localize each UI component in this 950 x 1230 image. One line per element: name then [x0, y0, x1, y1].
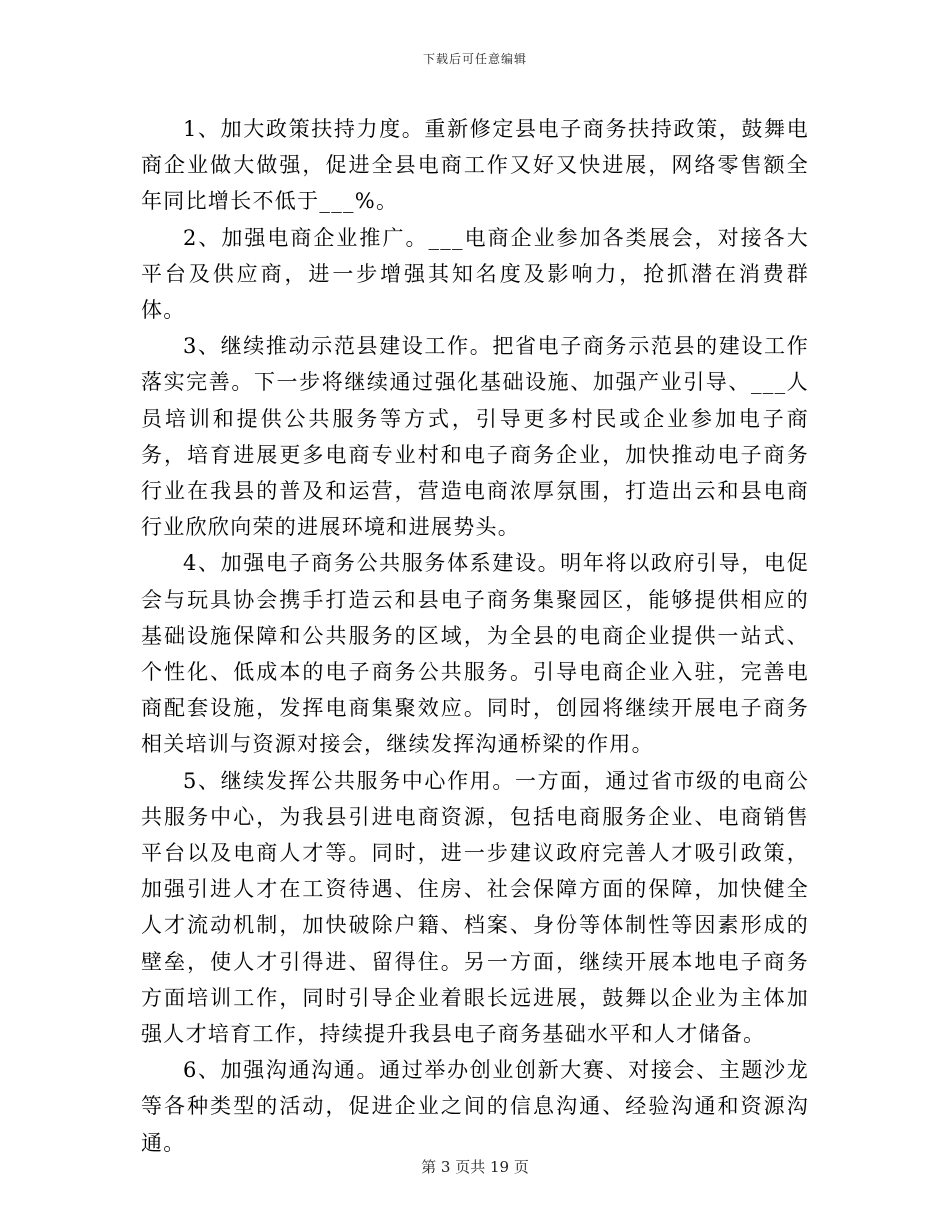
paragraph-enterprise-promotion: 2、加强电商企业推广。___电商企业参加各类展会，对接各大平台及供应商，进一步增强其知名度及影响力，抢抓潜在消费群体。	[141, 225, 809, 323]
paragraph-public-service-system: 4、加强电子商务公共服务体系建设。明年将以政府引导，电促会与玩具协会携手打造云和县电子商务集聚园区，能够提供相应的基础设施保障和公共服务的区域，为全县的电商企业提供一站式、个性化、低成本的电子商务公共服务。引导电商企业入驻，完善电商配套设施，发挥电商集聚效应。同时，创园将继续开展电子商务相关培训与资源对接会，继续发挥沟通桥梁的作用。	[141, 551, 809, 757]
paragraph-communication: 6、加强沟通沟通。通过举办创业创新大赛、对接会、主题沙龙等各种类型的活动，促进企业之间的信息沟通、经验沟通和资源沟通。	[141, 1058, 809, 1155]
paragraph-policy-support: 1、加大政策扶持力度。重新修定县电子商务扶持政策，鼓舞电商企业做大做强，促进全县电商工作又好又快进展，网络零售额全年同比增长不低于___%。	[141, 117, 809, 214]
paragraph-demo-county: 3、继续推动示范县建设工作。把省电子商务示范县的建设工作落实完善。下一步将继续通过强化基础设施、加强产业引导、___人员培训和提供公共服务等方式，引导更多村民或企业参加电子商务，培育进展更多电商专业村和电子商务企业，加快推动电子商务行业在我县的普及和运营，营造电商浓厚氛围，打造出云和县电商行业欣欣向荣的进展环境和进展势头。	[141, 334, 809, 540]
document-body	[141, 111, 809, 1161]
paragraph-service-center: 5、继续发挥公共服务中心作用。一方面，通过省市级的电商公共服务中心，为我县引进电商资源，包括电商服务企业、电商销售平台以及电商人才等。同时，进一步建议政府完善人才吸引政策，加强引进人才在工资待遇、住房、社会保障方面的保障，加快健全人才流动机制，加快破除户籍、档案、身份等体制性等因素形成的壁垒，使人才引得进、留得住。另一方面，继续开展本地电子商务方面培训工作，同时引导企业着眼长远进展，鼓舞以企业为主体加强人才培育工作，持续提升我县电子商务基础水平和人才储备。	[141, 768, 809, 1047]
page-header-note: 下载后可任意编辑	[422, 52, 527, 66]
page-number: 第 3 页共 19 页	[421, 1158, 529, 1176]
